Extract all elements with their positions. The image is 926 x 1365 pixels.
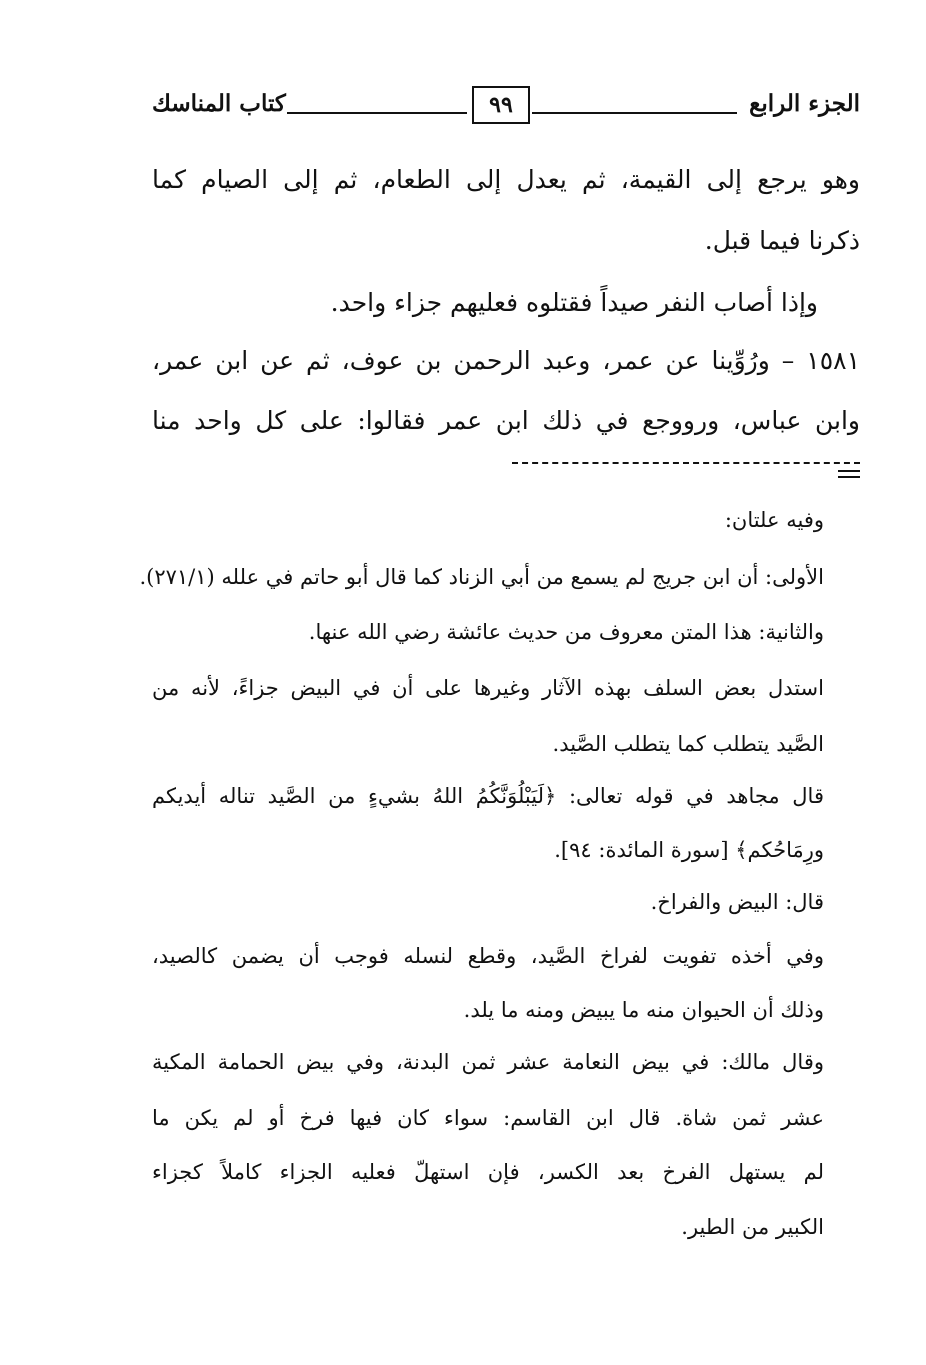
header-rule-left (287, 112, 467, 114)
commentary-line: وفي أخذه تفويت لفراخ الصَّيد، وقطع لنسله فوجب أن يضمن كالصيد، (152, 944, 824, 968)
main-line: ذكرنا فيما قبل. (704, 226, 860, 255)
commentary-line: وقال مالك: في بيض النعامة عشر ثمن البدنة، وفي بيض الحمامة المكية (152, 1050, 824, 1074)
commentary-line: عشر ثمن شاة. قال ابن القاسم: سواء كان فيها فرخ أو لم يكن ما (152, 1106, 824, 1130)
main-line: وهو يرجع إلى القيمة، ثم يعدل إلى الطعام، ثم إلى الصيام كما (152, 165, 860, 194)
commentary-line: الصَّيد يتطلب كما يتطلب الصَّيد. (552, 732, 824, 756)
commentary-line: استدل بعض السلف بهذه الآثار وغيرها على أن في البيض جزاءً، لأنه من (152, 676, 824, 700)
commentary-line: الأولى: أن ابن جريج لم يسمع من أبي الزناد كما قال أبو حاتم في علله (٢٧١/١). (139, 565, 824, 589)
commentary-line: قال مجاهد في قوله تعالى: ﴿لَيَبْلُوَنَّكُمُ اللهُ بشيءٍ من الصَّيد تناله أيديكم (152, 784, 824, 808)
commentary-line: قال: البيض والفراخ. (650, 890, 824, 914)
commentary-line: الكبير من الطير. (681, 1215, 824, 1239)
commentary-line: وفيه علتان: (724, 508, 824, 532)
footnote-separator-mark (838, 470, 860, 478)
main-line: ١٥٨١ – ورُوِّينا عن عمر، وعبد الرحمن بن عوف، ثم عن ابن عمر، (152, 346, 860, 375)
commentary-line: لم يستهل الفرخ بعد الكسر، فإن استهلّ فعليه الجزاء كاملاً كجزاء (152, 1160, 824, 1184)
header-book-title: كتاب المناسك (152, 90, 286, 117)
main-line: وإذا أصاب النفر صيداً فقتلوه فعليهم جزاء واحد. (330, 288, 818, 317)
page-header (152, 82, 860, 132)
header-rule-right (532, 112, 737, 114)
header-part-title: الجزء الرابع (749, 90, 860, 117)
commentary-line: وذلك أن الحيوان منه ما يبيض ومنه ما يلد. (463, 998, 824, 1022)
page-number: ٩٩ (472, 86, 530, 124)
commentary-line: ورِمَاحُكم﴾ [سورة المائدة: ٩٤]. (554, 838, 824, 862)
main-line: وابن عباس، ورووجع في ذلك ابن عمر فقالوا: على كل واحد منا (152, 406, 860, 435)
commentary-line: والثانية: هذا المتن معروف من حديث عائشة رضي الله عنها. (308, 620, 824, 644)
footnote-separator (512, 462, 860, 464)
